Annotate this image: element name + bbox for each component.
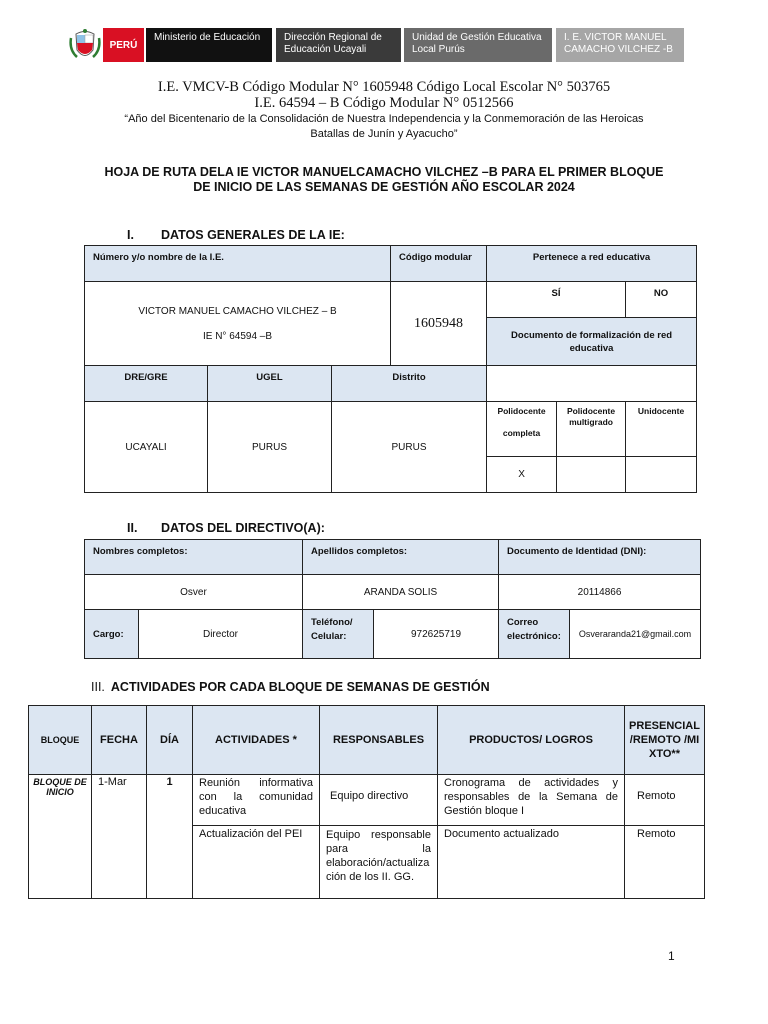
modality-2: Remoto <box>625 826 705 899</box>
empty-cell <box>626 457 697 493</box>
header-network: Pertenece a red educativa <box>487 246 697 282</box>
section-3-number: III. <box>91 680 105 694</box>
section-2-number: II. <box>127 521 138 535</box>
header-phone: Teléfono/ Celular: <box>303 610 374 659</box>
regional-label: Dirección Regional de Educación Ucayali <box>276 28 401 62</box>
section-3-label: ACTIVIDADES POR CADA BLOQUE DE SEMANAS DE GESTIÓN <box>110 680 490 694</box>
page-number: 1 <box>668 949 675 963</box>
header-school-name: Número y/o nombre de la I.E. <box>85 246 391 282</box>
document-title-line-1: HOJA DE RUTA DELA IE VICTOR MANUELCAMACHO VILCHEZ –B PARA EL PRIMER BLOQUE <box>104 165 664 179</box>
type-polidocente-completa <box>487 402 557 457</box>
ugel-value: PURUS <box>208 402 332 493</box>
section-2-heading <box>127 521 325 535</box>
network-no: NO <box>626 282 697 318</box>
header-district: Distrito <box>332 366 487 402</box>
peru-coat-of-arms-icon <box>68 28 102 62</box>
intro-line-2: I.E. 64594 – B Código Modular N° 0512566 <box>254 95 514 111</box>
type-polidocente-completa-line-2: completa <box>502 428 541 438</box>
block-value: BLOQUE DE INICIO <box>29 775 92 899</box>
section-1-label: DATOS GENERALES DE LA IE: <box>161 228 345 242</box>
header-ugel: UGEL <box>208 366 332 402</box>
modality-1: Remoto <box>625 775 705 826</box>
school-name-cell <box>85 282 391 366</box>
day-value: 1 <box>147 775 193 899</box>
year-motto-line-1: “Año del Bicentenario de la Consolidación de Nuestra Independencia y la Conmemoración de las Heroicas <box>124 113 644 125</box>
network-document: Documento de formalización de red educativa <box>487 318 697 366</box>
school-label: I. E. VICTOR MANUEL CAMACHO VILCHEZ -B <box>556 28 684 62</box>
school-number: IE N° 64594 –B <box>202 330 273 342</box>
activity-1: Reunión informativa con la comunidad educativa <box>193 775 320 826</box>
col-modality: PRESENCIAL /REMOTO /MIXTO** <box>625 706 705 775</box>
modular-code-value: 1605948 <box>391 282 487 366</box>
empty-cell <box>487 366 697 402</box>
col-block: BLOQUE <box>29 706 92 775</box>
empty-cell <box>557 457 626 493</box>
header-position: Cargo: <box>85 610 139 659</box>
date-value: 1-Mar <box>92 775 147 899</box>
product-2: Documento actualizado <box>438 826 625 899</box>
position-value: Director <box>139 610 303 659</box>
header-dni: Documento de Identidad (DNI): <box>499 540 701 575</box>
year-motto-line-2: Batallas de Junín y Ayacucho” <box>310 128 458 140</box>
header-dre: DRE/GRE <box>85 366 208 402</box>
first-names-value: Osver <box>85 575 303 610</box>
director-data-table <box>84 539 701 659</box>
ministry-label: Ministerio de Educación <box>146 28 272 62</box>
activity-2: Actualización del PEI <box>193 826 320 899</box>
ugel-label: Unidad de Gestión Educativa Local Purús <box>404 28 552 62</box>
activities-table <box>28 705 705 899</box>
document-title-line-2: DE INICIO DE LAS SEMANAS DE GESTIÓN AÑO ESCOLAR 2024 <box>193 180 575 194</box>
col-day: DÍA <box>147 706 193 775</box>
dre-value: UCAYALI <box>85 402 208 493</box>
responsible-2: Equipo responsable para la elaboración/actualización de los II. GG. <box>320 826 438 899</box>
section-1-heading <box>127 228 345 242</box>
peru-badge: PERÚ <box>103 28 144 62</box>
section-2-label: DATOS DEL DIRECTIVO(A): <box>161 521 325 535</box>
section-3-heading <box>91 680 490 694</box>
year-motto <box>0 112 768 142</box>
col-responsible: RESPONSABLES <box>320 706 438 775</box>
general-data-table <box>84 245 697 493</box>
header-email: Correo electrónico: <box>499 610 570 659</box>
header-modular-code: Código modular <box>391 246 487 282</box>
district-value: PURUS <box>332 402 487 493</box>
email-value: Osveraranda21@gmail.com <box>570 610 701 659</box>
col-date: FECHA <box>92 706 147 775</box>
last-names-value: ARANDA SOLIS <box>303 575 499 610</box>
document-title <box>0 165 768 195</box>
type-unidocente: Unidocente <box>626 402 697 457</box>
school-name: VICTOR MANUEL CAMACHO VILCHEZ – B <box>138 305 337 317</box>
network-yes: SÍ <box>487 282 626 318</box>
header-first-names: Nombres completos: <box>85 540 303 575</box>
responsible-1: Equipo directivo <box>320 775 438 826</box>
col-products: PRODUCTOS/ LOGROS <box>438 706 625 775</box>
dni-value: 20114866 <box>499 575 701 610</box>
type-polidocente-completa-line-1: Polidocente <box>497 406 546 416</box>
type-polidocente-multigrado: Polidocente multigrado <box>557 402 626 457</box>
phone-value: 972625719 <box>374 610 499 659</box>
section-1-number: I. <box>127 228 134 242</box>
header-last-names: Apellidos completos: <box>303 540 499 575</box>
col-activities: ACTIVIDADES * <box>193 706 320 775</box>
product-1: Cronograma de actividades y responsables de la Semana de Gestión bloque I <box>438 775 625 826</box>
intro-line-1: I.E. VMCV-B Código Modular N° 1605948 Código Local Escolar N° 503765 <box>157 79 611 95</box>
type-mark: X <box>487 457 557 493</box>
